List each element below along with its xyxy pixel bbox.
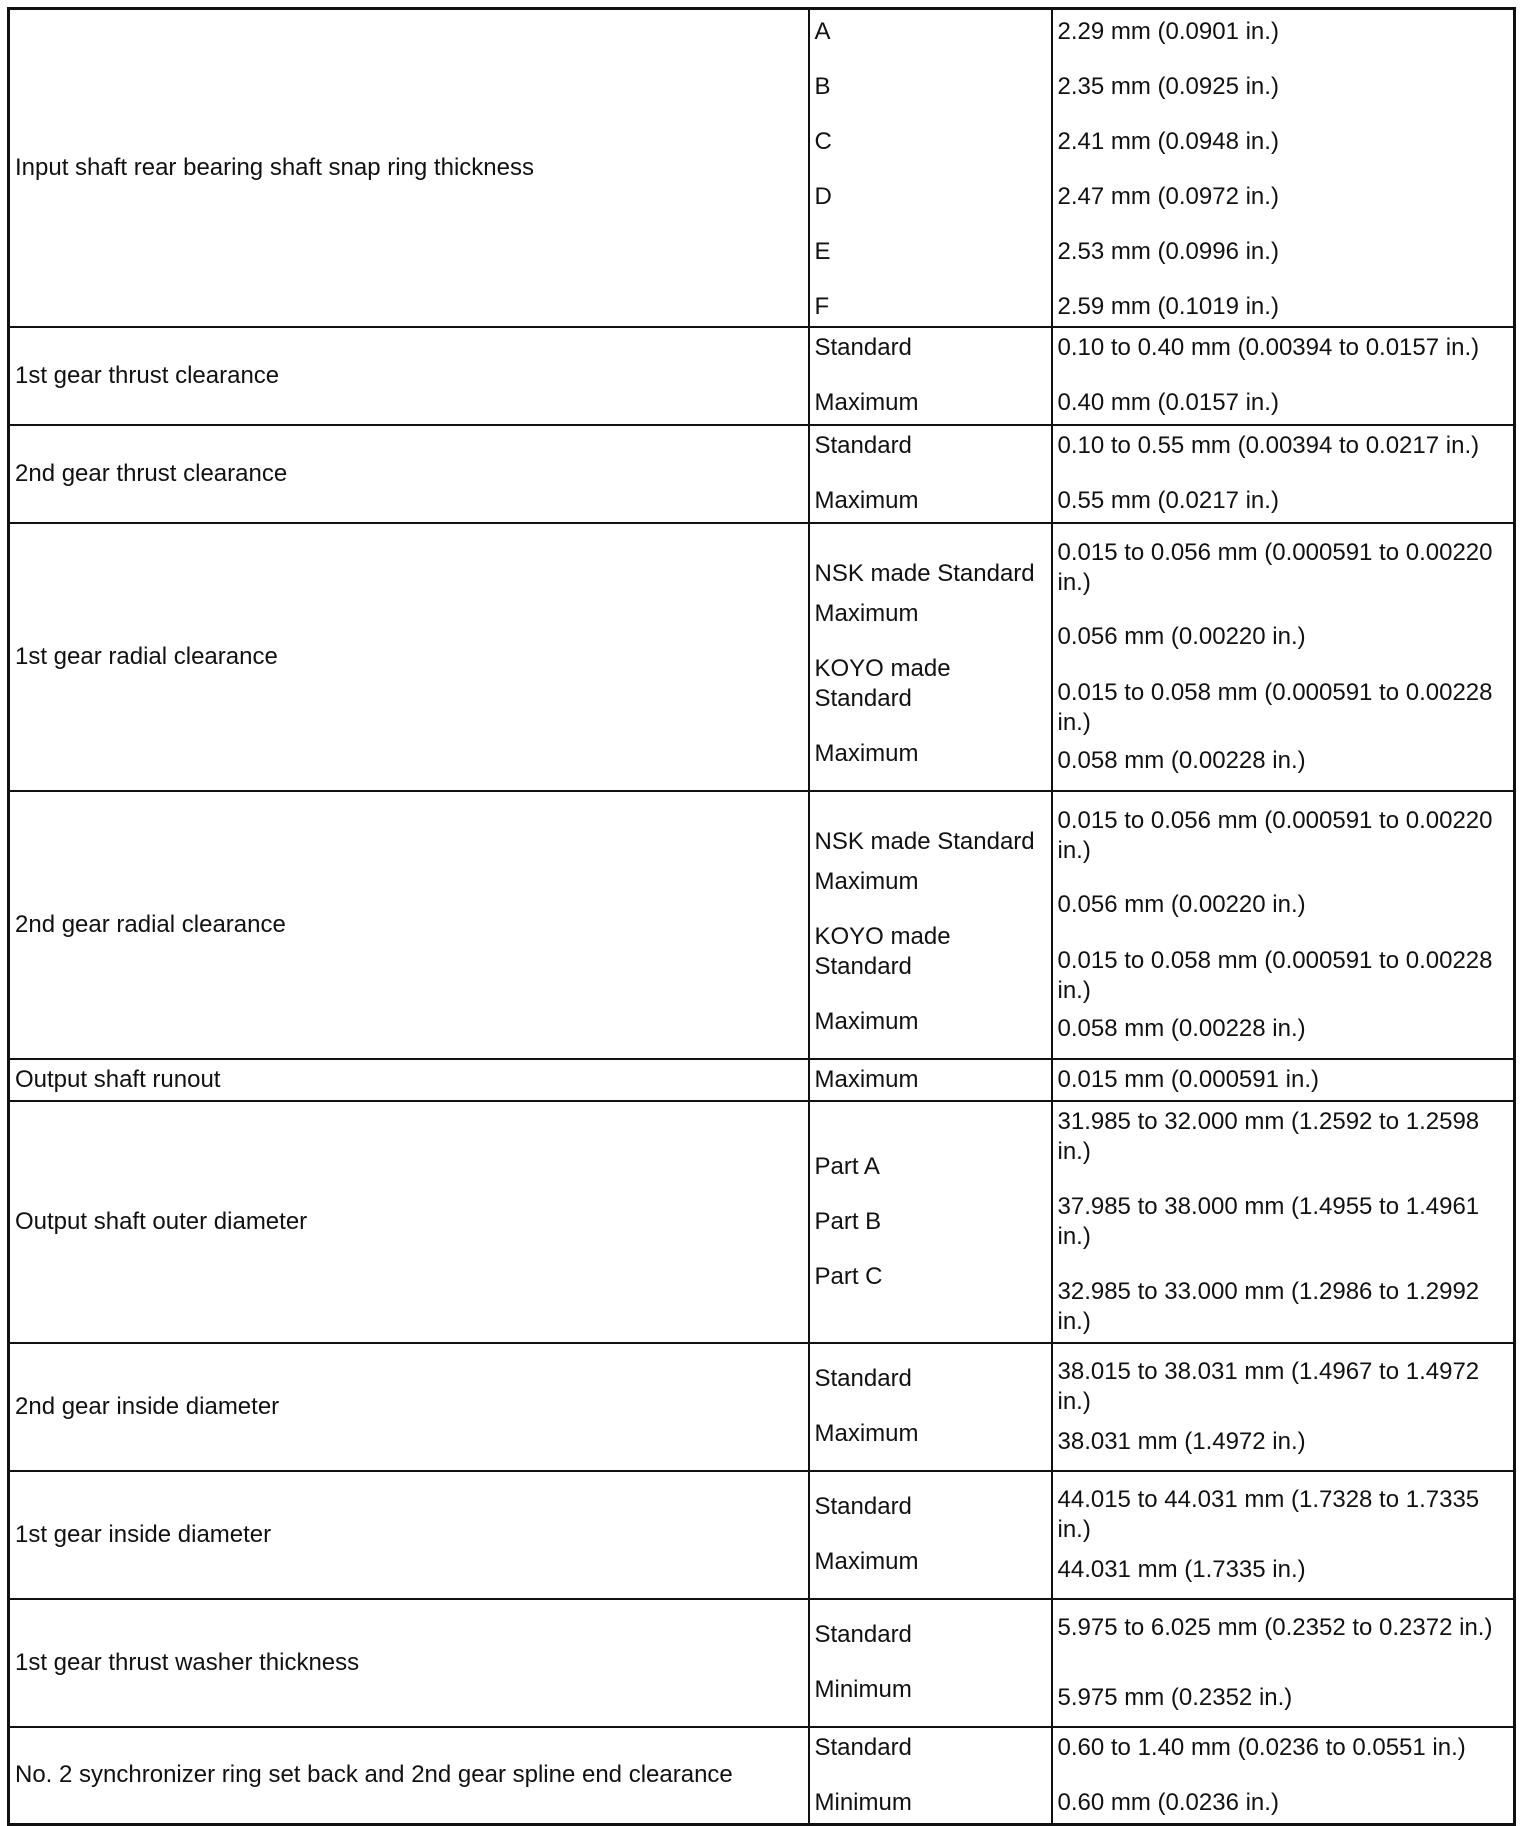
value-cell <box>1052 523 1515 791</box>
value-cell <box>1052 1599 1515 1727</box>
condition-label: Maximum <box>814 1008 919 1035</box>
item-label: 1st gear inside diameter <box>15 1520 272 1548</box>
item-cell <box>9 1727 809 1825</box>
condition-label: Maximum <box>814 487 919 514</box>
table-row <box>9 1059 1515 1101</box>
condition-cell <box>809 425 1052 523</box>
item-cell <box>9 9 809 327</box>
condition-cell <box>809 1059 1052 1101</box>
value-text: 0.55 mm (0.0217 in.) <box>1057 487 1279 514</box>
condition-label: Maximum <box>814 389 919 416</box>
table-row <box>9 1727 1515 1825</box>
value-text: 2.59 mm (0.1019 in.) <box>1057 293 1279 321</box>
value-text: 2.41 mm (0.0948 in.) <box>1057 128 1279 156</box>
condition-cell <box>809 791 1052 1059</box>
condition-label: KOYO made Standard <box>814 655 951 712</box>
table-row <box>9 1343 1515 1471</box>
value-text: 0.058 mm (0.00228 in.) <box>1057 746 1306 774</box>
item-cell <box>9 1059 809 1101</box>
item-label: Input shaft rear bearing shaft snap ring thickness <box>15 153 534 181</box>
item-label: No. 2 synchronizer ring set back and 2nd gear spline end clearance <box>15 1761 733 1789</box>
item-label: 1st gear radial clearance <box>15 642 278 670</box>
value-text: 0.058 mm (0.00228 in.) <box>1057 1014 1306 1042</box>
value-text: 0.056 mm (0.00220 in.) <box>1057 622 1306 650</box>
value-text: 44.031 mm (1.7335 in.) <box>1057 1555 1306 1583</box>
condition-label: B <box>814 73 831 101</box>
item-label: 1st gear thrust washer thickness <box>15 1648 360 1676</box>
condition-label: Maximum <box>814 868 919 895</box>
value-cell <box>1052 1059 1515 1101</box>
item-cell <box>9 1101 809 1343</box>
condition-label: Maximum <box>814 600 919 627</box>
value-text: 5.975 mm (0.2352 in.) <box>1057 1683 1293 1711</box>
value-text: 44.015 to 44.031 mm (1.7328 to 1.7335 in.) <box>1057 1485 1480 1543</box>
value-cell <box>1052 1727 1515 1825</box>
condition-label: Standard <box>814 334 912 361</box>
value-text: 0.015 to 0.056 mm (0.000591 to 0.00220 in.) <box>1057 538 1493 596</box>
condition-label: KOYO made Standard <box>814 923 951 980</box>
table-row <box>9 1101 1515 1343</box>
value-cell <box>1052 425 1515 523</box>
table-row <box>9 9 1515 327</box>
value-text: 38.015 to 38.031 mm (1.4967 to 1.4972 in.) <box>1057 1357 1480 1415</box>
item-cell <box>9 791 809 1059</box>
value-text: 0.10 to 0.55 mm (0.00394 to 0.0217 in.) <box>1057 432 1480 459</box>
item-label: 2nd gear radial clearance <box>15 910 286 938</box>
condition-label: Standard <box>814 1365 912 1392</box>
condition-cell <box>809 523 1052 791</box>
value-text: 38.031 mm (1.4972 in.) <box>1057 1427 1306 1455</box>
value-cell <box>1052 327 1515 425</box>
condition-label: Standard <box>814 432 912 459</box>
specification-table <box>7 7 1516 1826</box>
value-text: 0.60 mm (0.0236 in.) <box>1057 1788 1279 1816</box>
item-cell <box>9 327 809 425</box>
condition-label: Maximum <box>814 740 919 767</box>
condition-label: E <box>814 238 831 266</box>
value-text: 0.056 mm (0.00220 in.) <box>1057 890 1306 918</box>
value-text: 2.53 mm (0.0996 in.) <box>1057 238 1279 266</box>
value-text: 2.47 mm (0.0972 in.) <box>1057 183 1279 211</box>
item-cell <box>9 1599 809 1727</box>
value-text: 0.015 to 0.058 mm (0.000591 to 0.00228 in.) <box>1057 678 1493 736</box>
value-text: 0.40 mm (0.0157 in.) <box>1057 389 1279 416</box>
condition-label: Standard <box>814 1621 912 1648</box>
table-row <box>9 791 1515 1059</box>
value-text: 0.015 to 0.058 mm (0.000591 to 0.00228 in.) <box>1057 946 1493 1004</box>
condition-cell <box>809 1343 1052 1471</box>
value-text: 2.29 mm (0.0901 in.) <box>1057 18 1279 46</box>
condition-cell <box>809 1599 1052 1727</box>
table-row <box>9 327 1515 425</box>
table-row <box>9 1471 1515 1599</box>
value-text: 37.985 to 38.000 mm (1.4955 to 1.4961 in.) <box>1057 1192 1480 1250</box>
condition-label: NSK made Standard <box>814 560 1035 587</box>
condition-cell <box>809 327 1052 425</box>
item-cell <box>9 425 809 523</box>
condition-label: Minimum <box>814 1788 912 1816</box>
condition-cell <box>809 1727 1052 1825</box>
condition-label: C <box>814 128 832 156</box>
condition-label: Maximum <box>814 1065 919 1093</box>
value-text: 2.35 mm (0.0925 in.) <box>1057 73 1279 101</box>
condition-cell <box>809 9 1052 327</box>
condition-label: Minimum <box>814 1676 912 1703</box>
condition-label: Standard <box>814 1733 912 1761</box>
value-text: 32.985 to 33.000 mm (1.2986 to 1.2992 in.) <box>1057 1277 1480 1335</box>
condition-label: F <box>814 293 830 321</box>
value-cell <box>1052 1101 1515 1343</box>
item-cell <box>9 523 809 791</box>
value-cell <box>1052 1343 1515 1471</box>
value-cell <box>1052 9 1515 327</box>
value-text: 0.015 to 0.056 mm (0.000591 to 0.00220 in.) <box>1057 806 1493 864</box>
condition-cell <box>809 1101 1052 1343</box>
value-text: 31.985 to 32.000 mm (1.2592 to 1.2598 in.) <box>1057 1107 1480 1165</box>
table-row <box>9 425 1515 523</box>
item-label: Output shaft runout <box>15 1065 221 1093</box>
item-cell <box>9 1471 809 1599</box>
item-label: 1st gear thrust clearance <box>15 361 280 389</box>
condition-label: Maximum <box>814 1420 919 1447</box>
condition-label: D <box>814 183 832 211</box>
value-cell <box>1052 791 1515 1059</box>
condition-cell <box>809 1471 1052 1599</box>
condition-label: NSK made Standard <box>814 828 1035 855</box>
value-text: 0.10 to 0.40 mm (0.00394 to 0.0157 in.) <box>1057 334 1480 361</box>
item-label: 2nd gear inside diameter <box>15 1392 280 1420</box>
condition-label: Part B <box>814 1207 882 1235</box>
condition-label: Part A <box>814 1152 880 1180</box>
value-text: 5.975 to 6.025 mm (0.2352 to 0.2372 in.) <box>1057 1613 1493 1641</box>
item-label: 2nd gear thrust clearance <box>15 459 288 487</box>
item-label: Output shaft outer diameter <box>15 1207 308 1235</box>
spec-page <box>7 7 1513 1817</box>
table-row <box>9 523 1515 791</box>
value-cell <box>1052 1471 1515 1599</box>
value-text: 0.015 mm (0.000591 in.) <box>1057 1065 1319 1093</box>
condition-label: Standard <box>814 1493 912 1520</box>
condition-label: Part C <box>814 1262 883 1290</box>
value-text: 0.60 to 1.40 mm (0.0236 to 0.0551 in.) <box>1057 1733 1466 1761</box>
condition-label: Maximum <box>814 1548 919 1575</box>
item-cell <box>9 1343 809 1471</box>
condition-label: A <box>814 18 831 46</box>
table-row <box>9 1599 1515 1727</box>
